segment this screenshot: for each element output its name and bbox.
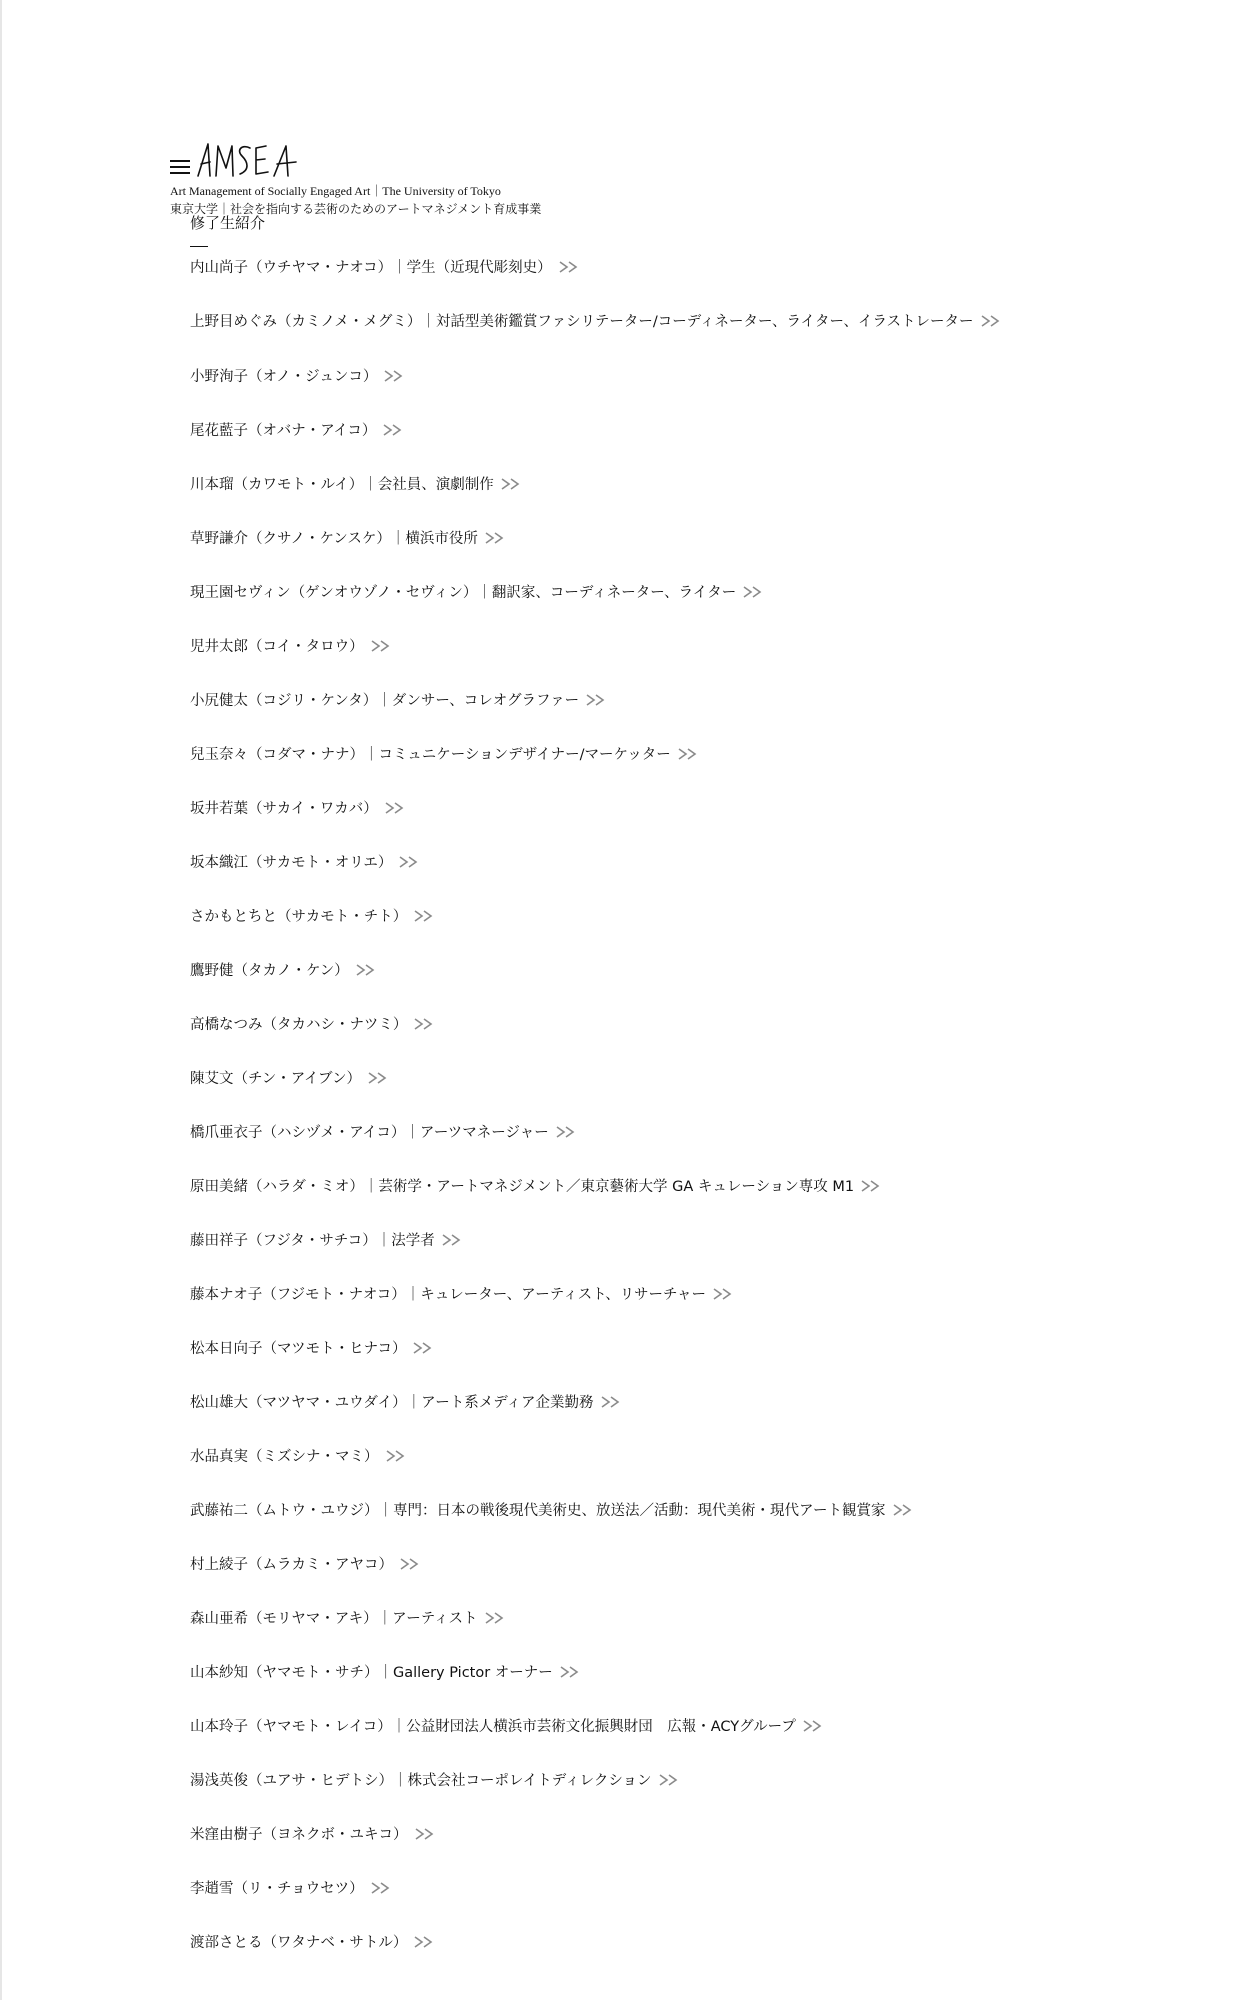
double-chevron-right-icon[interactable] [441, 1234, 463, 1246]
main-content [190, 212, 1070, 1984]
double-chevron-right-icon[interactable] [355, 964, 377, 976]
alumni-list-item[interactable] [190, 742, 1070, 796]
alumni-name-link[interactable]: 橋爪亜衣子（ハシヅメ・アイコ）｜アーツマネージャー [190, 1125, 549, 1141]
alumni-name-link[interactable]: 坂本織江（サカモト・オリエ） [190, 855, 393, 871]
alumni-name-link[interactable]: 森山亜希（モリヤマ・アキ）｜アーティスト [190, 1611, 478, 1627]
alumni-name-link[interactable]: 松山雄大（マツヤマ・ユウダイ）｜アート系メディア企業勤務 [190, 1395, 594, 1411]
alumni-list-item[interactable] [190, 1282, 1070, 1336]
alumni-list-item[interactable] [190, 634, 1070, 688]
double-chevron-right-icon[interactable] [558, 261, 580, 273]
double-chevron-right-icon[interactable] [399, 1558, 421, 1570]
alumni-name-link[interactable]: 山本紗知（ヤマモト・サチ）｜Gallery Pictor オーナー [190, 1665, 553, 1681]
alumni-name-link[interactable]: 松本日向子（マツモト・ヒナコ） [190, 1341, 407, 1357]
alumni-name-link[interactable]: 藤本ナオ子（フジモト・ナオコ）｜キュレーター、アーティスト、リサーチャー [190, 1287, 707, 1303]
double-chevron-right-icon[interactable] [559, 1666, 581, 1678]
alumni-name-link[interactable]: さかもとちと（サカモト・チト） [190, 909, 408, 925]
alumni-list-item[interactable] [190, 255, 1070, 309]
double-chevron-right-icon[interactable] [412, 1342, 434, 1354]
double-chevron-right-icon[interactable] [585, 694, 607, 706]
double-chevron-right-icon[interactable] [555, 1126, 577, 1138]
alumni-name-link[interactable]: 坂井若葉（サカイ・ワカバ） [190, 801, 378, 817]
double-chevron-right-icon[interactable] [712, 1288, 734, 1300]
alumni-name-link[interactable]: 現王園セヴィン（ゲンオウゾノ・セヴィン）｜翻訳家、コーディネーター、ライター [190, 585, 737, 601]
alumni-name-link[interactable]: 渡部さとる（ワタナベ・サトル） [190, 1935, 408, 1951]
double-chevron-right-icon[interactable] [677, 748, 699, 760]
page-left-border [0, 0, 2, 2000]
double-chevron-right-icon[interactable] [413, 910, 435, 922]
alumni-list-item[interactable] [190, 1768, 1070, 1822]
alumni-list-item[interactable] [190, 850, 1070, 904]
alumni-list-item[interactable] [190, 1012, 1070, 1066]
alumni-name-link[interactable]: 高橋なつみ（タカハシ・ナツミ） [190, 1017, 408, 1033]
double-chevron-right-icon[interactable] [370, 1882, 392, 1894]
alumni-name-link[interactable]: 原田美緒（ハラダ・ミオ）｜芸術学・アートマネジメント／東京藝術大学 GA キュレーション専攻 M1 [190, 1179, 855, 1195]
alumni-name-link[interactable]: 村上綾子（ムラカミ・アヤコ） [190, 1557, 393, 1573]
alumni-list-item[interactable] [190, 796, 1070, 850]
alumni-list-item[interactable] [190, 1120, 1070, 1174]
alumni-list-item[interactable] [190, 688, 1070, 742]
alumni-name-link[interactable]: 湯浅英俊（ユアサ・ヒデトシ）｜株式会社コーポレイトディレクション [190, 1773, 652, 1789]
subtitle-english: Art Management of Socially Engaged Art｜The University of Tokyo [170, 184, 501, 198]
alumni-list-item[interactable] [190, 1390, 1070, 1444]
alumni-list-item[interactable] [190, 1336, 1070, 1390]
title-divider [190, 246, 208, 247]
double-chevron-right-icon[interactable] [367, 1072, 389, 1084]
double-chevron-right-icon[interactable] [484, 1612, 506, 1624]
logo-row [170, 140, 870, 180]
alumni-list-item[interactable] [190, 1228, 1070, 1282]
double-chevron-right-icon[interactable] [742, 586, 764, 598]
alumni-name-link[interactable]: 兒玉奈々（コダマ・ナナ）｜コミュニケーションデザイナー/マーケッター [190, 747, 671, 763]
double-chevron-right-icon[interactable] [892, 1504, 914, 1516]
alumni-name-link[interactable]: 水品真実（ミズシナ・マミ） [190, 1449, 379, 1465]
double-chevron-right-icon[interactable] [382, 424, 404, 436]
alumni-list-item[interactable] [190, 1606, 1070, 1660]
double-chevron-right-icon[interactable] [484, 532, 506, 544]
hamburger-menu-icon[interactable] [170, 160, 190, 174]
alumni-name-link[interactable]: 藤田祥子（フジタ・サチコ）｜法学者 [190, 1233, 435, 1249]
double-chevron-right-icon[interactable] [658, 1774, 680, 1786]
double-chevron-right-icon[interactable] [413, 1936, 435, 1948]
double-chevron-right-icon[interactable] [385, 1450, 407, 1462]
alumni-name-link[interactable]: 上野目めぐみ（カミノメ・メグミ）｜対話型美術鑑賞ファシリテーター/コーディネーター、ライター、イラストレーター [190, 314, 974, 330]
page-title: 修了生紹介 [190, 214, 266, 232]
alumni-list-item[interactable] [190, 1930, 1070, 1984]
alumni-name-link[interactable]: 川本瑠（カワモト・ルイ）｜会社員、演劇制作 [190, 477, 494, 493]
double-chevron-right-icon[interactable] [600, 1396, 622, 1408]
alumni-list-item[interactable] [190, 1174, 1070, 1228]
alumni-name-link[interactable]: 山本玲子（ヤマモト・レイコ）｜公益財団法人横浜市芸術文化振興財団 広報・ACYグループ [190, 1719, 796, 1735]
alumni-name-link[interactable]: 小尻健太（コジリ・ケンタ）｜ダンサー、コレオグラファー [190, 693, 580, 709]
alumni-name-link[interactable]: 小野洵子（オノ・ジュンコ） [190, 369, 378, 385]
alumni-list-item[interactable] [190, 526, 1070, 580]
alumni-list-item[interactable] [190, 904, 1070, 958]
double-chevron-right-icon[interactable] [370, 640, 392, 652]
double-chevron-right-icon[interactable] [414, 1828, 436, 1840]
alumni-list-item[interactable] [190, 1498, 1070, 1552]
alumni-list-item[interactable] [190, 472, 1070, 526]
alumni-list [190, 255, 1070, 1984]
alumni-list-item[interactable] [190, 1444, 1070, 1498]
double-chevron-right-icon[interactable] [384, 802, 406, 814]
alumni-name-link[interactable]: 李趙雪（リ・チョウセツ） [190, 1881, 364, 1897]
double-chevron-right-icon[interactable] [413, 1018, 435, 1030]
alumni-name-link[interactable]: 武藤祐二（ムトウ・ユウジ）｜専門：日本の戦後現代美術史、放送法／活動：現代美術・現代アート観賞家 [190, 1503, 886, 1519]
amsea-logo[interactable] [196, 140, 316, 180]
double-chevron-right-icon[interactable] [383, 370, 405, 382]
alumni-list-item[interactable] [190, 1066, 1070, 1120]
alumni-list-item[interactable] [190, 1876, 1070, 1930]
alumni-list-item[interactable] [190, 1660, 1070, 1714]
alumni-list-item[interactable] [190, 1552, 1070, 1606]
subtitle-japanese: 東京大学｜社会を指向する芸術のためのアートマネジメント育成事業 [170, 202, 542, 216]
double-chevron-right-icon[interactable] [398, 856, 420, 868]
alumni-list-item[interactable] [190, 580, 1070, 634]
double-chevron-right-icon[interactable] [802, 1720, 824, 1732]
alumni-list-item[interactable] [190, 418, 1070, 472]
double-chevron-right-icon[interactable] [980, 315, 1002, 327]
double-chevron-right-icon[interactable] [500, 478, 522, 490]
alumni-list-item[interactable] [190, 364, 1070, 418]
alumni-name-link[interactable]: 草野謙介（クサノ・ケンスケ）｜横浜市役所 [190, 531, 478, 547]
alumni-name-link[interactable]: 米窪由樹子（ヨネクボ・ユキコ） [190, 1827, 408, 1843]
double-chevron-right-icon[interactable] [860, 1180, 882, 1192]
alumni-list-item[interactable] [190, 309, 1070, 364]
alumni-list-item[interactable] [190, 958, 1070, 1012]
alumni-name-link[interactable]: 鷹野健（タカノ・ケン） [190, 963, 349, 979]
alumni-name-link[interactable]: 内山尚子（ウチヤマ・ナオコ）｜学生（近現代彫刻史） [190, 260, 552, 276]
alumni-name-link[interactable]: 尾花藍子（オバナ・アイコ） [190, 423, 377, 439]
alumni-list-item[interactable] [190, 1822, 1070, 1876]
alumni-name-link[interactable]: 陳艾文（チン・アイブン） [190, 1071, 361, 1087]
site-header [170, 140, 870, 218]
alumni-list-item[interactable] [190, 1714, 1070, 1768]
alumni-name-link[interactable]: 児井太郎（コイ・タロウ） [190, 639, 364, 655]
